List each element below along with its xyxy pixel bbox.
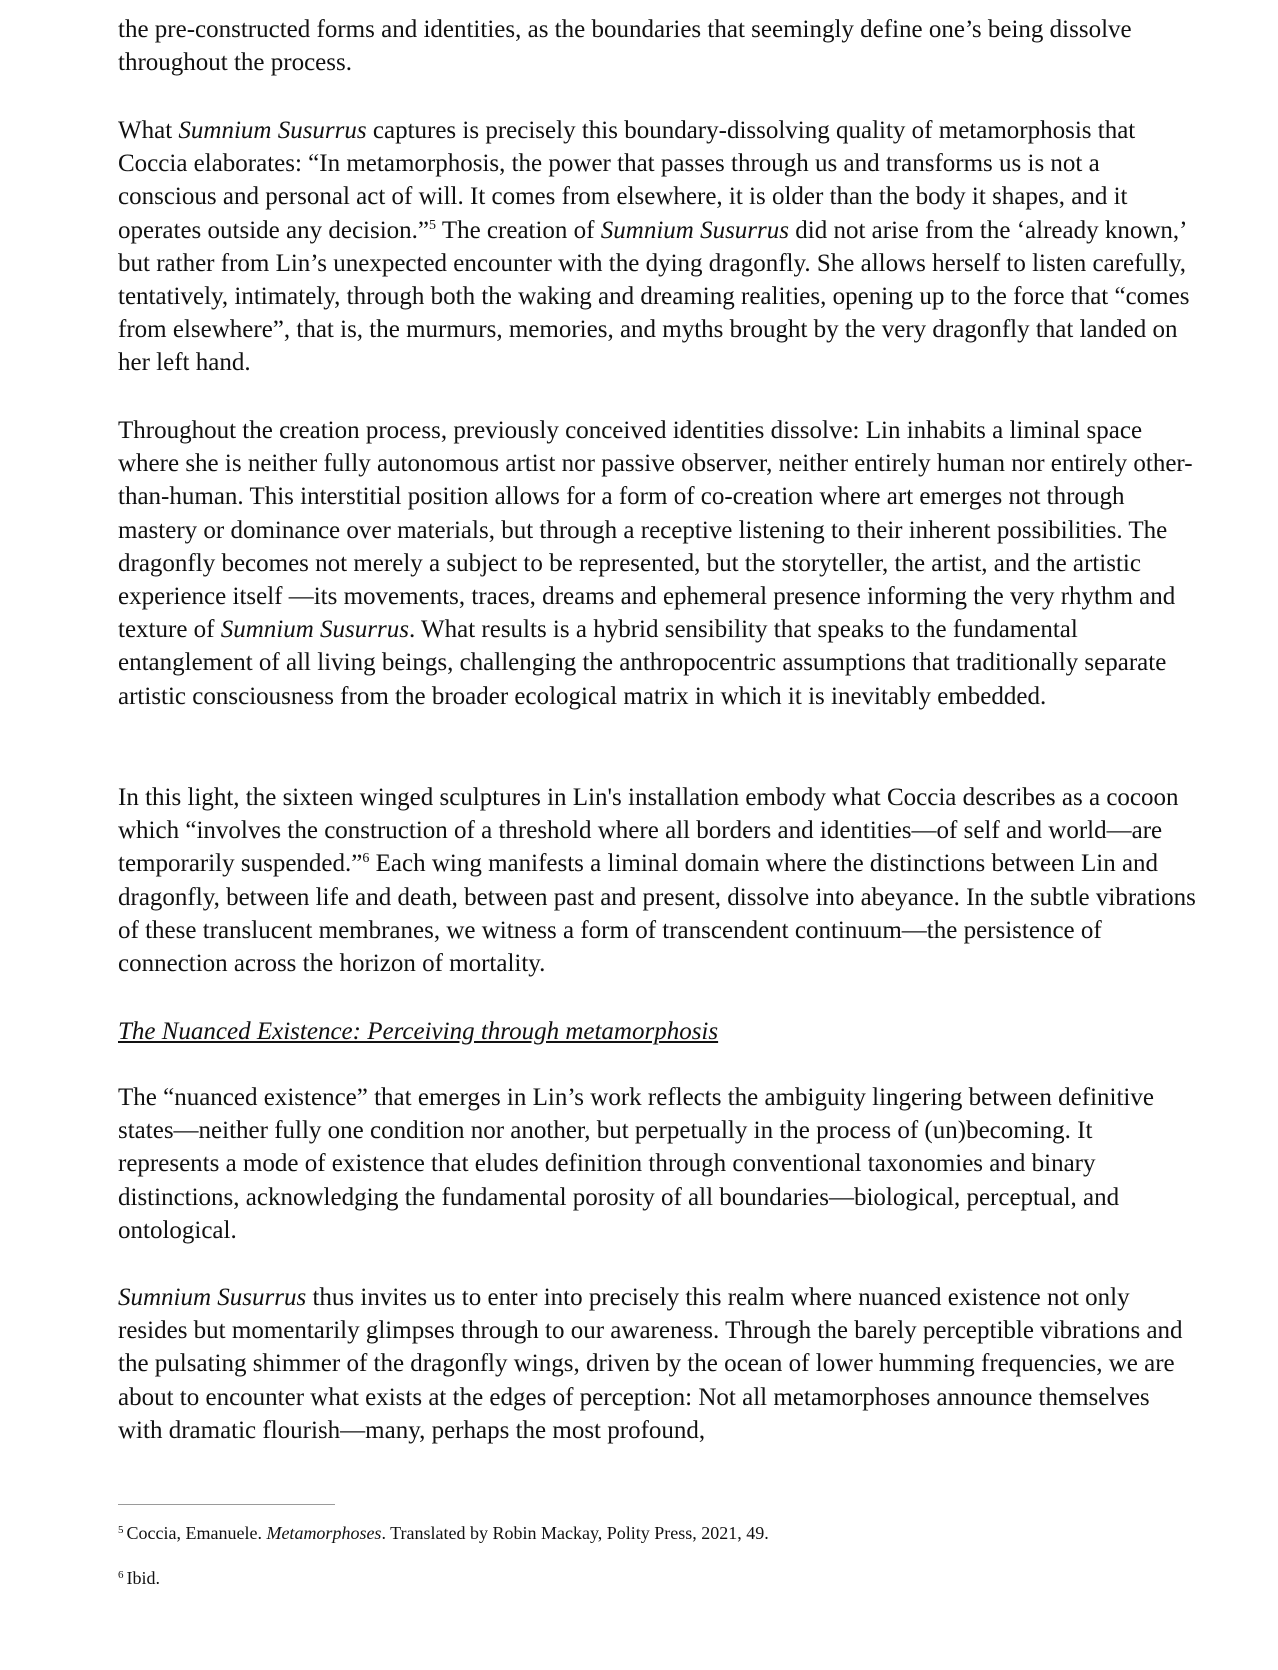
paragraph-1-text: the pre-constructed forms and identities, as the boundaries that seemingly define one’s being dissolve throughout the process.	[118, 16, 1132, 77]
footnote-mark: 6	[118, 1569, 124, 1581]
work-title: Sumnium Susurrus	[118, 1284, 307, 1311]
paragraph-6	[118, 1281, 1198, 1447]
text-run: What	[118, 117, 179, 144]
text-run: captures is precisely this boundary-dissolving quality of metamorphosis that Coccia elaborates: “In metamorphosis, the power that passes through us and transforms us is not a conscious and personal act of will. It comes from elsewhere, it is older than the body it shapes, and it operates outside any decision.”	[118, 117, 1136, 244]
paragraph-1	[118, 13, 1198, 79]
footnote-ref-5[interactable]: 5	[429, 217, 437, 233]
footnote-text: Ibid.	[126, 1568, 160, 1588]
footnote-book-title: Metamorphoses	[266, 1523, 382, 1543]
section-heading: The Nuanced Existence: Perceiving through metamorphosis	[118, 1018, 719, 1045]
footnote-text: . Translated by Robin Mackay, Polity Press, 2021, 49.	[381, 1523, 769, 1543]
work-title: Sumnium Susurrus	[220, 616, 409, 644]
paragraph-2	[118, 114, 1198, 380]
text-run: did not arise from the ‘already known,’ but rather from Lin’s unexpected encounter with the dying dragonfly. She allows herself to listen carefully, tentatively, intimately, through both the waking and dreaming realities, opening up to the force that “comes from elsewhere”, that is, the murmurs, memories, and myths brought by the very dragonfly that landed on her left hand.	[118, 216, 1190, 377]
work-title: Sumnium Susurrus	[178, 117, 367, 144]
text-run: In this light, the sixteen winged sculptures in Lin's installation embody what Coccia describes as a cocoon which “involves the construction of a threshold where all borders and identities—of self and world—are temporarily suspended.”	[118, 784, 1179, 878]
paragraph-4	[118, 781, 1198, 980]
text-run: thus invites us to enter into precisely this realm where nuanced existence not only resides but momentarily glimpses through to our awareness. Through the barely perceptible vibrations and the pulsating shimmer of the dragonfly wings, driven by the ocean of lower humming frequencies, we are about to encounter what exists at the edges of perception: Not all metamorphoses announce themselves with dramatic flourish—many, perhaps the most profound,	[118, 1284, 1183, 1444]
footnote-ref-6[interactable]: 6	[362, 851, 370, 867]
text-run: The creation of	[436, 216, 601, 244]
footnote-divider	[118, 1504, 335, 1505]
paragraph-5-text: The “nuanced existence” that emerges in Lin’s work reflects the ambiguity lingering between definitive states—neither fully one condition nor another, but perpetually in the process of (un)becoming. It represents a mode of existence that eludes definition through conventional taxonomies and binary distinctions, acknowledging the fundamental porosity of all boundaries—biological, perceptual, and ontological.	[118, 1084, 1154, 1244]
footnote-mark: 5	[118, 1524, 124, 1536]
text-run: Each wing manifests a liminal domain where the distinctions between Lin and dragonfly, between life and death, between past and present, dissolve into abeyance. In the subtle vibrations of these translucent membranes, we witness a form of transcendent continuum—the persistence of connection across the horizon of mortality.	[118, 850, 1196, 978]
footnote-5	[118, 1522, 769, 1544]
footnote-6	[118, 1567, 160, 1589]
text-run: Throughout the creation process, previously conceived identities dissolve: Lin inhabits a liminal space where she is neither fully autonomous artist nor passive observer, neither entirely human nor entirely other-than-human. This interstitial position allows for a form of co-creation where art emerges not through mastery or dominance over materials, but through a receptive listening to their inherent possibilities. The dragonfly becomes not merely a subject to be represented, but the storyteller, the artist, and the artistic experience itself —its movements, traces, dreams and ephemeral presence informing the very rhythm and texture of	[118, 417, 1193, 644]
text-run: . What results is a hybrid sensibility that speaks to the fundamental entanglement of all living beings, challenging the anthropocentric assumptions that traditionally separate artistic consciousness from the broader ecological matrix in which it is inevitably embedded.	[118, 616, 1167, 710]
work-title: Sumnium Susurrus	[600, 216, 789, 244]
paragraph-5	[118, 1081, 1198, 1247]
paragraph-3	[118, 414, 1198, 713]
footnote-text: Coccia, Emanuele.	[126, 1523, 267, 1543]
